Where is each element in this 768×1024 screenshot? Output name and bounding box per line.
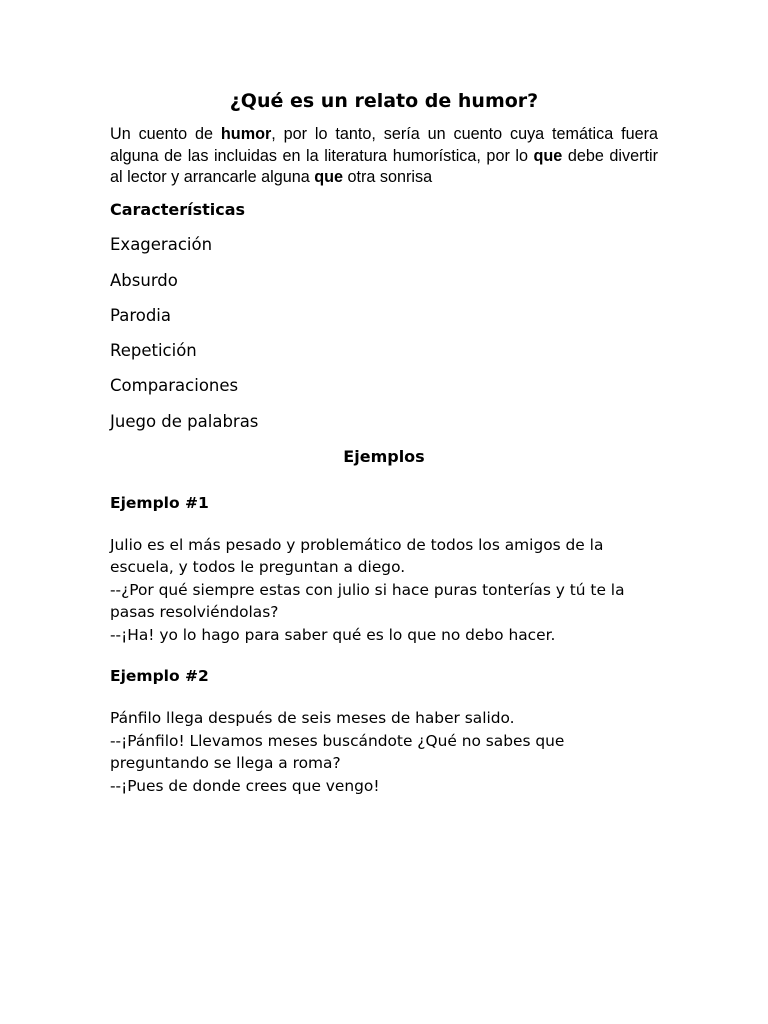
intro-paragraph [110,124,658,189]
feature-item: Absurdo [110,271,178,290]
examples-heading: Ejemplos [343,447,425,466]
intro-text-2: , por lo tanto, sería un cuento cuya temática fuera alguna de las incluidas en la literatura humorística, por lo [110,125,658,165]
feature-item: Repetición [110,341,197,360]
example-2-line: --¡Pánfilo! Llevamos meses buscándote ¿Qué no sabes que [110,732,565,750]
intro-text-1: Un cuento de [110,125,221,143]
example-2-line: preguntando se llega a roma? [110,754,341,772]
intro-bold-que-1: que [533,146,563,165]
intro-text-4: otra sonrisa [343,168,433,186]
intro-bold-que-2: que [314,168,344,186]
example-2-line: Pánfilo llega después de seis meses de haber salido. [110,709,515,727]
example-1-line: escuela, y todos le preguntan a diego. [110,558,406,576]
feature-item: Exageración [110,235,213,254]
feature-item: Juego de palabras [110,412,259,431]
example-2-line: --¡Pues de donde crees que vengo! [110,777,380,795]
example-2-label: Ejemplo #2 [110,667,209,685]
example-1-line: Julio es el más pesado y problemático de todos los amigos de la [110,536,604,554]
example-1-label: Ejemplo #1 [110,494,209,512]
example-1-line: pasas resolviéndolas? [110,603,279,621]
example-1-line: --¡Ha! yo lo hago para saber qué es lo que no debo hacer. [110,626,556,644]
example-1-line: --¿Por qué siempre estas con julio si hace puras tonterías y tú te la [110,581,625,599]
intro-bold-humor: humor [220,125,272,143]
intro-text-3: debe divertir al lector y arrancarle alguna [110,146,658,186]
features-heading: Características [110,200,246,219]
document-title: ¿Qué es un relato de humor? [229,90,539,112]
feature-item: Parodia [110,306,172,325]
feature-item: Comparaciones [110,376,239,395]
